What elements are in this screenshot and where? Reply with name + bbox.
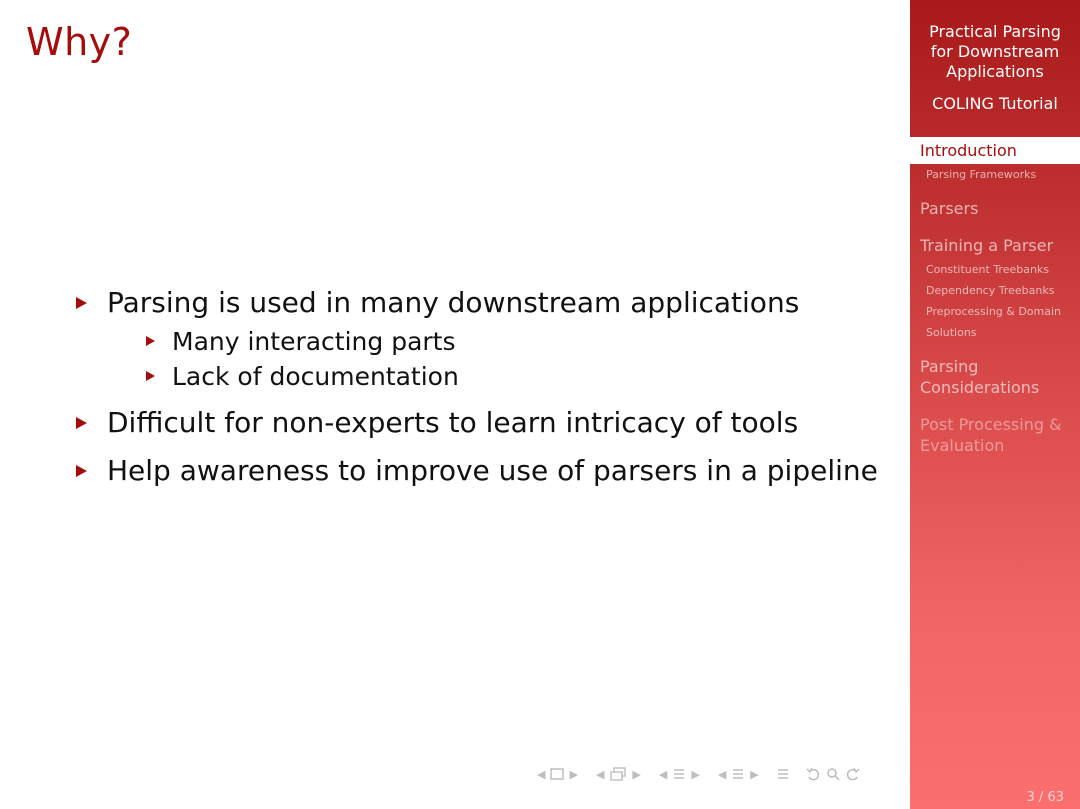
sub-bullet-triangle-icon (146, 371, 155, 381)
sub-bullet-triangle-icon (146, 336, 155, 346)
slide-content (76, 284, 896, 490)
bullet-item (76, 404, 896, 442)
tools-nav-group (804, 767, 862, 781)
sidebar-subitem-preprocessing-domain[interactable]: Preprocessing & Domain (926, 305, 1062, 318)
presentation-subtitle: COLING Tutorial (932, 94, 1058, 113)
sidebar-subitem-parsing-frameworks[interactable]: Parsing Frameworks (926, 168, 1037, 181)
sidebar-header (910, 0, 1080, 113)
bullet-triangle-icon (76, 465, 87, 477)
bullet-text: Difficult for non-experts to learn intricacy of tools (107, 406, 799, 439)
bullet-item (76, 452, 896, 490)
bullet-item (76, 284, 896, 322)
bullet-text: Help awareness to improve use of parsers in a pipeline (107, 454, 878, 487)
prev-slide-arrow-icon[interactable]: ◀ (717, 767, 727, 781)
sidebar-subitem-solutions[interactable]: Solutions (926, 326, 977, 339)
undo-icon[interactable] (806, 767, 822, 781)
search-icon[interactable] (826, 767, 840, 781)
sidebar-subitem-dependency-treebanks[interactable]: Dependency Treebanks (926, 284, 1055, 297)
prev-frame-arrow-icon[interactable]: ◀ (537, 767, 546, 781)
beamer-navigation-bar (534, 762, 904, 786)
next-section-arrow-icon[interactable]: ▶ (691, 767, 700, 781)
subsection-icon[interactable] (609, 767, 627, 781)
redo-icon[interactable] (844, 767, 860, 781)
sidebar-toc (910, 137, 1080, 459)
sidebar-item-introduction[interactable]: Introduction (910, 137, 1080, 164)
sidebar (910, 0, 1080, 809)
section-icon[interactable] (672, 767, 686, 781)
page-number: 3 / 63 (1026, 790, 1064, 805)
slide-icon[interactable] (731, 767, 745, 781)
sub-bullet-text: Lack of documentation (172, 362, 459, 391)
sidebar-subitem-constituent-treebanks[interactable]: Constituent Treebanks (926, 263, 1050, 276)
next-subsection-arrow-icon[interactable]: ▶ (632, 767, 641, 781)
presentation-title: Practical Parsing for Downstream Applications (929, 22, 1061, 81)
frame-nav-group (534, 768, 581, 781)
sidebar-item-parsers[interactable]: Parsers (920, 199, 979, 218)
sidebar-item-parsing-considerations[interactable]: Parsing Considerations (920, 357, 1040, 397)
slide-title: Why? (26, 20, 133, 64)
align-icon[interactable] (776, 767, 790, 781)
bullet-text: Parsing is used in many downstream applications (107, 286, 800, 319)
sub-bullet-item (76, 359, 896, 394)
section-nav-group (656, 767, 703, 781)
sub-bullet-text: Many interacting parts (172, 327, 456, 356)
align-nav-group (774, 767, 792, 781)
next-slide-arrow-icon[interactable]: ▶ (750, 767, 759, 781)
next-frame-arrow-icon[interactable]: ▶ (569, 767, 578, 781)
frame-icon[interactable] (550, 768, 564, 780)
bullet-triangle-icon (76, 417, 87, 429)
sub-bullet-item (76, 324, 896, 359)
prev-section-arrow-icon[interactable]: ◀ (658, 767, 668, 781)
sub-bullet-list (76, 324, 896, 394)
sidebar-item-post-processing-evaluation[interactable]: Post Processing & Evaluation (920, 415, 1062, 455)
prev-subsection-arrow-icon[interactable]: ◀ (595, 767, 605, 781)
sidebar-item-training-a-parser[interactable]: Training a Parser (920, 236, 1054, 255)
bullet-triangle-icon (76, 297, 87, 309)
subsection-nav-group (593, 767, 644, 781)
slide-nav-group (715, 767, 762, 781)
